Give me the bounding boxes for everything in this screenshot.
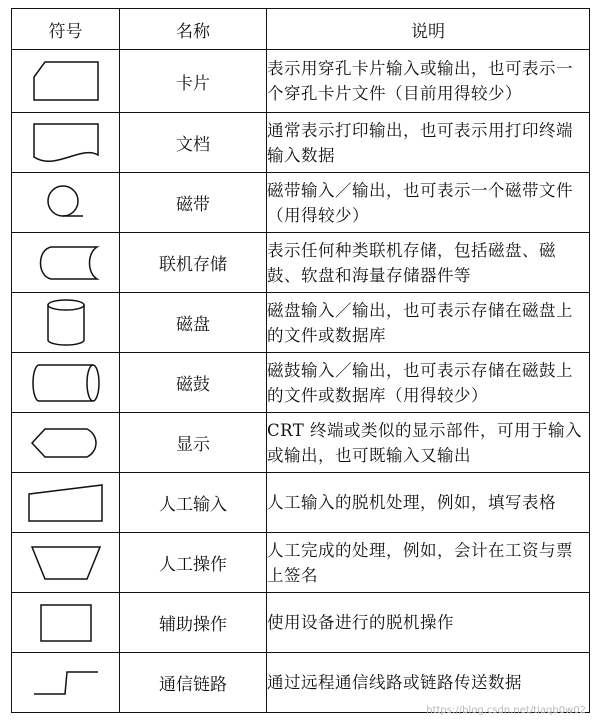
name-cell: 人工操作 — [120, 533, 267, 593]
table-row — [12, 173, 590, 233]
name-cell: 人工输入 — [120, 473, 267, 533]
name-cell: 磁带 — [120, 173, 267, 233]
magnetic-drum-icon — [29, 362, 103, 404]
table-row — [12, 533, 590, 593]
name-cell: 磁鼓 — [120, 353, 267, 413]
description-cell: 表示用穿孔卡片输入或输出，也可表示一个穿孔卡片文件（目前用得较少） — [267, 50, 590, 113]
description-cell: CRT 终端或类似的显示部件，可用于输入或输出，也可既输入又输出 — [267, 413, 590, 473]
watermark-text: https://blog.csdn.net/tiaqb0w02 — [426, 705, 586, 716]
name-cell: 显示 — [120, 413, 267, 473]
symbol-cell — [12, 50, 120, 113]
table-row — [12, 413, 590, 473]
symbol-cell — [12, 413, 120, 473]
symbol-cell — [12, 473, 120, 533]
description-cell: 通常表示打印输出，也可表示用打印终端输入数据 — [267, 113, 590, 173]
punched-card-icon — [31, 59, 101, 103]
manual-input-icon — [26, 482, 106, 524]
table-row — [12, 653, 590, 713]
table-row — [12, 233, 590, 293]
description-cell: 磁带输入／输出，也可表示一个磁带文件（用得较少） — [267, 173, 590, 233]
table-row — [12, 113, 590, 173]
flowchart-symbol-table — [11, 8, 590, 713]
description-cell: 人工输入的脱机处理，例如，填写表格 — [267, 473, 590, 533]
name-cell: 磁盘 — [120, 293, 267, 353]
header-symbol: 符号 — [12, 9, 120, 50]
table-row — [12, 593, 590, 653]
magnetic-tape-icon — [41, 180, 91, 226]
symbol-cell — [12, 173, 120, 233]
table-row — [12, 473, 590, 533]
symbol-cell — [12, 233, 120, 293]
table-row — [12, 50, 590, 113]
description-cell: 表示任何种类联机存储，包括磁盘、磁鼓、软盘和海量存储器件等 — [267, 233, 590, 293]
description-cell: 磁盘输入／输出，也可表示存储在磁盘上的文件或数据库 — [267, 293, 590, 353]
description-cell: 使用设备进行的脱机操作 — [267, 593, 590, 653]
symbol-cell — [12, 113, 120, 173]
name-cell: 通信链路 — [120, 653, 267, 713]
name-cell: 辅助操作 — [120, 593, 267, 653]
name-cell: 文档 — [120, 113, 267, 173]
manual-operation-icon — [29, 543, 103, 583]
name-cell: 联机存储 — [120, 233, 267, 293]
description-cell: 磁鼓输入／输出，也可表示存储在磁鼓上的文件或数据库（用得较少） — [267, 353, 590, 413]
header-description: 说明 — [267, 9, 590, 50]
symbol-cell — [12, 653, 120, 713]
communication-link-icon — [31, 668, 101, 698]
table-row — [12, 353, 590, 413]
description-cell: 通过远程通信线路或链路传送数据 — [267, 653, 590, 713]
description-cell: 人工完成的处理，例如，会计在工资与票上签名 — [267, 533, 590, 593]
document-icon — [31, 121, 101, 165]
magnetic-disk-icon — [43, 298, 89, 348]
header-row — [12, 9, 590, 50]
online-storage-icon — [31, 243, 101, 283]
auxiliary-operation-icon — [38, 602, 94, 644]
symbol-cell — [12, 593, 120, 653]
table-row — [12, 293, 590, 353]
symbol-cell — [12, 353, 120, 413]
symbol-cell — [12, 293, 120, 353]
name-cell: 卡片 — [120, 50, 267, 113]
symbol-cell — [12, 533, 120, 593]
header-name: 名称 — [120, 9, 267, 50]
display-icon — [29, 425, 103, 461]
